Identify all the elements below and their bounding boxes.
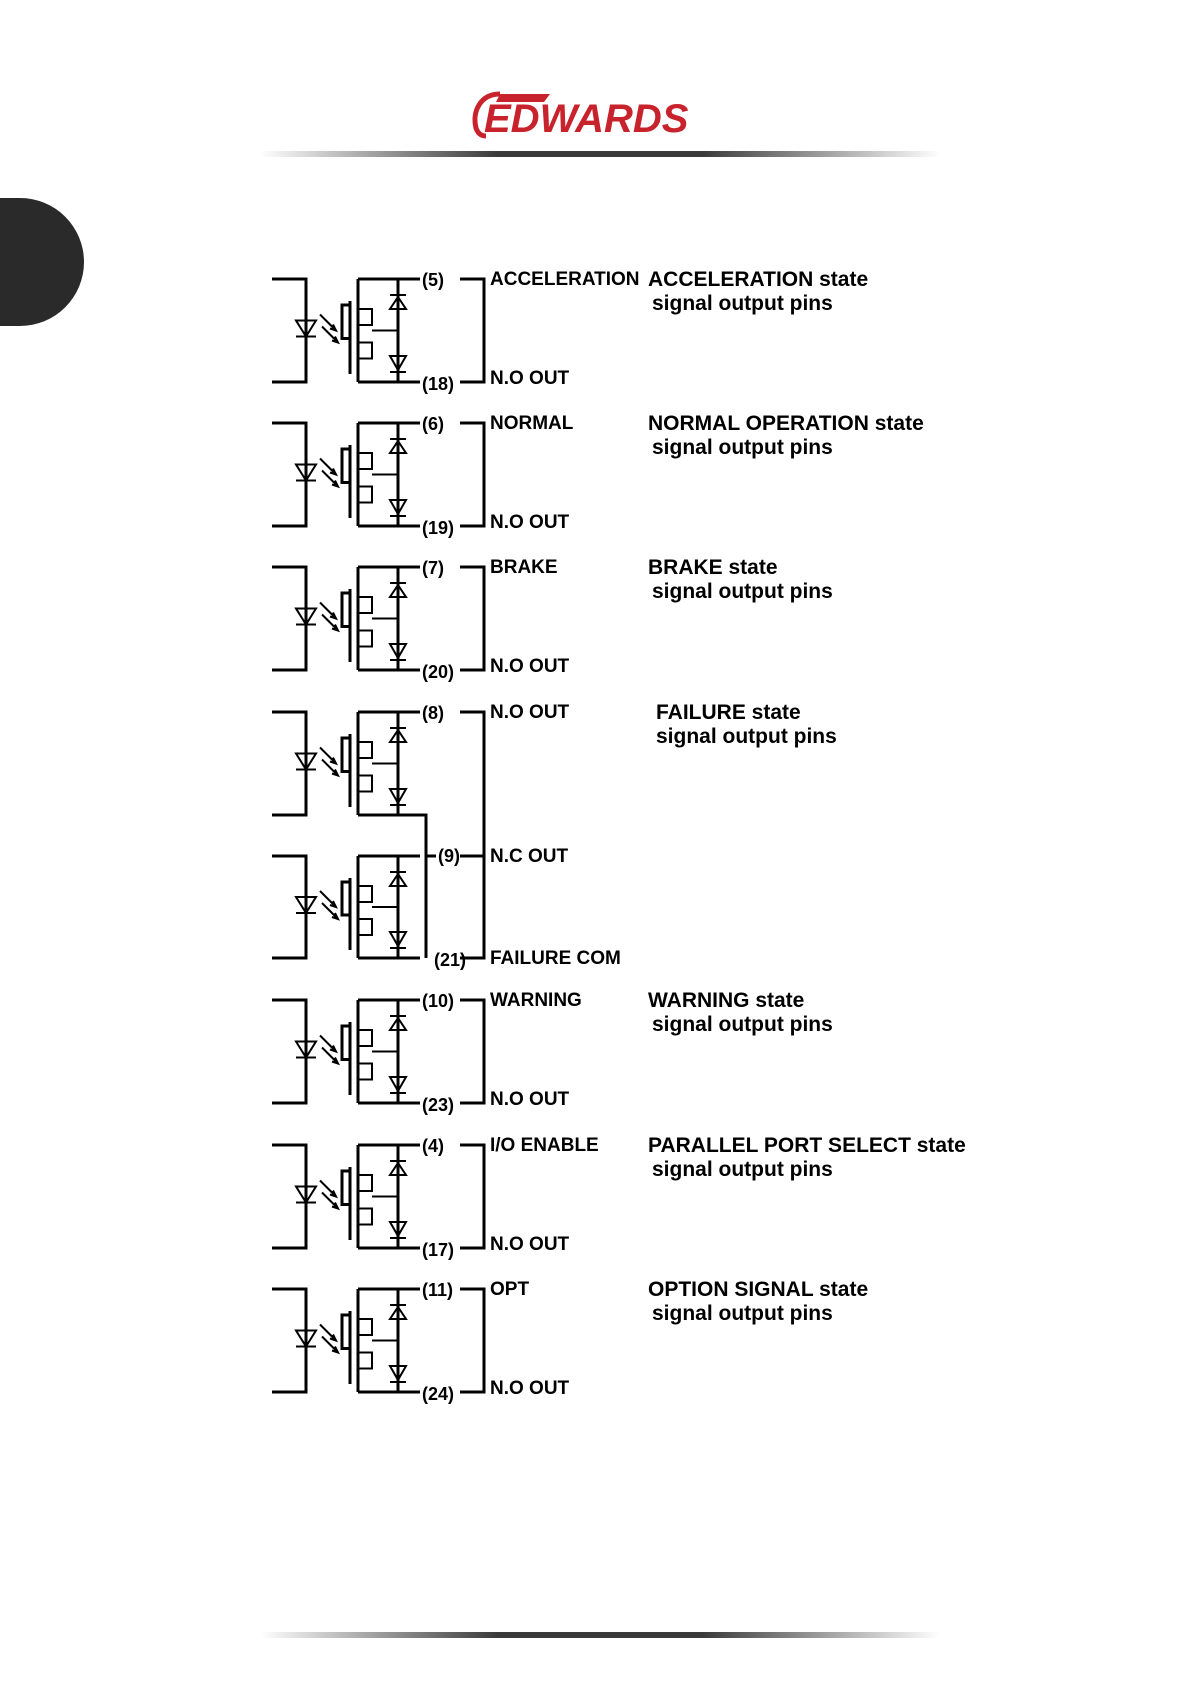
pin-number: (23) — [422, 1095, 455, 1115]
state-description: FAILURE state — [656, 701, 801, 724]
state-description: signal output pins — [652, 436, 833, 459]
relay-brake — [272, 567, 420, 670]
output-group-normal — [272, 412, 924, 538]
signal-label: N.O OUT — [490, 1234, 570, 1255]
state-description: signal output pins — [652, 1158, 833, 1181]
pin-number: (11) — [422, 1280, 454, 1300]
relay-acceleration — [272, 279, 420, 382]
signal-label: N.O OUT — [490, 702, 570, 723]
signal-label: N.O OUT — [490, 512, 570, 533]
state-description: signal output pins — [652, 580, 833, 603]
output-group-failure — [272, 701, 837, 970]
state-description: signal output pins — [652, 1302, 833, 1325]
relay-failure-no — [272, 712, 420, 815]
state-description: ACCELERATION state — [648, 268, 869, 291]
signal-label: OPT — [490, 1279, 530, 1300]
relay-option — [272, 1289, 420, 1392]
brand-name: EDWARDS — [484, 97, 689, 141]
pin-number: (9) — [438, 846, 460, 866]
state-description: WARNING state — [648, 989, 805, 1012]
pin-number: (19) — [422, 518, 455, 538]
output-group-option — [272, 1278, 868, 1404]
pin-number: (20) — [422, 662, 455, 682]
signal-label: N.O OUT — [490, 1089, 570, 1110]
signal-label: N.O OUT — [490, 1378, 570, 1399]
signal-label: N.C OUT — [490, 846, 569, 867]
signal-label: N.O OUT — [490, 368, 570, 389]
pin-number: (10) — [422, 991, 455, 1011]
pin-number: (7) — [422, 558, 444, 578]
signal-label: ACCELERATION — [490, 269, 640, 290]
state-description: signal output pins — [652, 292, 833, 315]
relay-warning — [272, 1000, 420, 1103]
relay-io-enable — [272, 1145, 420, 1248]
state-description: signal output pins — [652, 1013, 833, 1036]
signal-label: I/O ENABLE — [490, 1135, 599, 1156]
output-group-warning — [272, 989, 833, 1115]
pin-number: (6) — [422, 414, 444, 434]
state-description: NORMAL OPERATION state — [648, 412, 924, 435]
state-description: signal output pins — [656, 725, 837, 748]
signal-label: BRAKE — [490, 557, 558, 578]
relay-normal — [272, 423, 420, 526]
state-description: BRAKE state — [648, 556, 778, 579]
pin-number: (18) — [422, 374, 455, 394]
signal-label: FAILURE COM — [490, 948, 621, 969]
pin-number: (4) — [422, 1136, 444, 1156]
relay-failure-nc — [272, 856, 420, 958]
output-group-brake — [272, 556, 833, 682]
state-description: PARALLEL PORT SELECT state — [648, 1134, 966, 1157]
output-group-io-enable — [272, 1134, 966, 1260]
output-group-acceleration — [272, 268, 868, 394]
pin-number: (8) — [422, 703, 444, 723]
pin-number: (24) — [422, 1384, 455, 1404]
state-description: OPTION SIGNAL state — [648, 1278, 869, 1301]
pin-number: (17) — [422, 1240, 455, 1260]
signal-label: WARNING — [490, 990, 582, 1011]
pin-number: (5) — [422, 270, 444, 290]
signal-label: N.O OUT — [490, 656, 570, 677]
pin-number: (21) — [434, 950, 467, 970]
signal-label: NORMAL — [490, 413, 574, 434]
